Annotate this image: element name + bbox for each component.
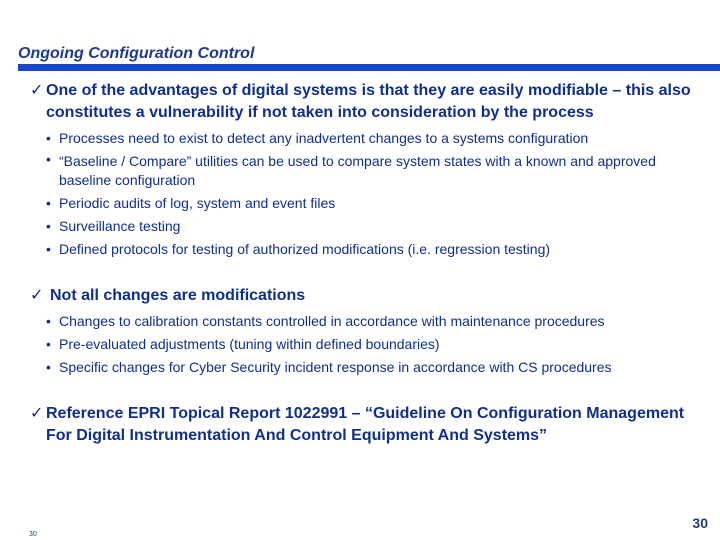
bullet-list (30, 127, 710, 261)
section-heading-text: Not all changes are modifications (50, 287, 306, 304)
bullet-icon: • (46, 313, 51, 329)
bullet-icon: • (46, 130, 51, 146)
list-item (30, 356, 710, 379)
section-heading (30, 403, 710, 447)
list-item-text: Processes need to exist to detect any inadvertent changes to a systems configuration (59, 130, 589, 146)
checkmark-icon: ✓ (30, 287, 44, 304)
page-number-small: 30 (29, 531, 37, 538)
list-item (30, 310, 710, 333)
section-1 (30, 80, 710, 261)
checkmark-icon: ✓ (30, 82, 44, 99)
bullet-icon: • (46, 151, 51, 167)
list-item (30, 192, 710, 215)
list-item (30, 150, 710, 192)
title-rule (18, 64, 720, 71)
list-item-text: “Baseline / Compare” utilities can be used to compare system states with a known and approved baseline configuration (59, 153, 656, 188)
section-3 (30, 403, 710, 447)
section-heading-text: One of the advantages of digital systems is that they are easily modifiable – this also constitutes a vulnerability if not taken into consideration by the process (46, 82, 691, 121)
list-item-text: Surveillance testing (59, 218, 181, 234)
list-item (30, 333, 710, 356)
bullet-icon: • (46, 241, 51, 257)
list-item (30, 127, 710, 150)
list-item-text: Periodic audits of log, system and event files (59, 195, 336, 211)
slide-title: Ongoing Configuration Control (18, 45, 255, 62)
list-item (30, 215, 710, 238)
section-heading (30, 285, 710, 307)
bullet-icon: • (46, 195, 51, 211)
bullet-list (30, 310, 710, 379)
checkmark-icon: ✓ (30, 405, 44, 422)
bullet-icon: • (46, 218, 51, 234)
list-item-text: Specific changes for Cyber Security incident response in accordance with CS procedures (59, 359, 612, 375)
bullet-icon: • (46, 359, 51, 375)
section-heading-text: Reference EPRI Topical Report 1022991 – “Guideline On Configuration Management For Digital Instrumentation And Control Equipment And Systems” (46, 405, 685, 444)
section-2 (30, 285, 710, 379)
section-heading (30, 80, 710, 124)
page-number: 30 (692, 515, 708, 531)
list-item (30, 238, 710, 261)
bullet-icon: • (46, 336, 51, 352)
list-item-text: Changes to calibration constants controlled in accordance with maintenance procedures (59, 313, 605, 329)
list-item-text: Pre-evaluated adjustments (tuning within defined boundaries) (59, 336, 440, 352)
list-item-text: Defined protocols for testing of authorized modifications (i.e. regression testing) (59, 241, 551, 257)
